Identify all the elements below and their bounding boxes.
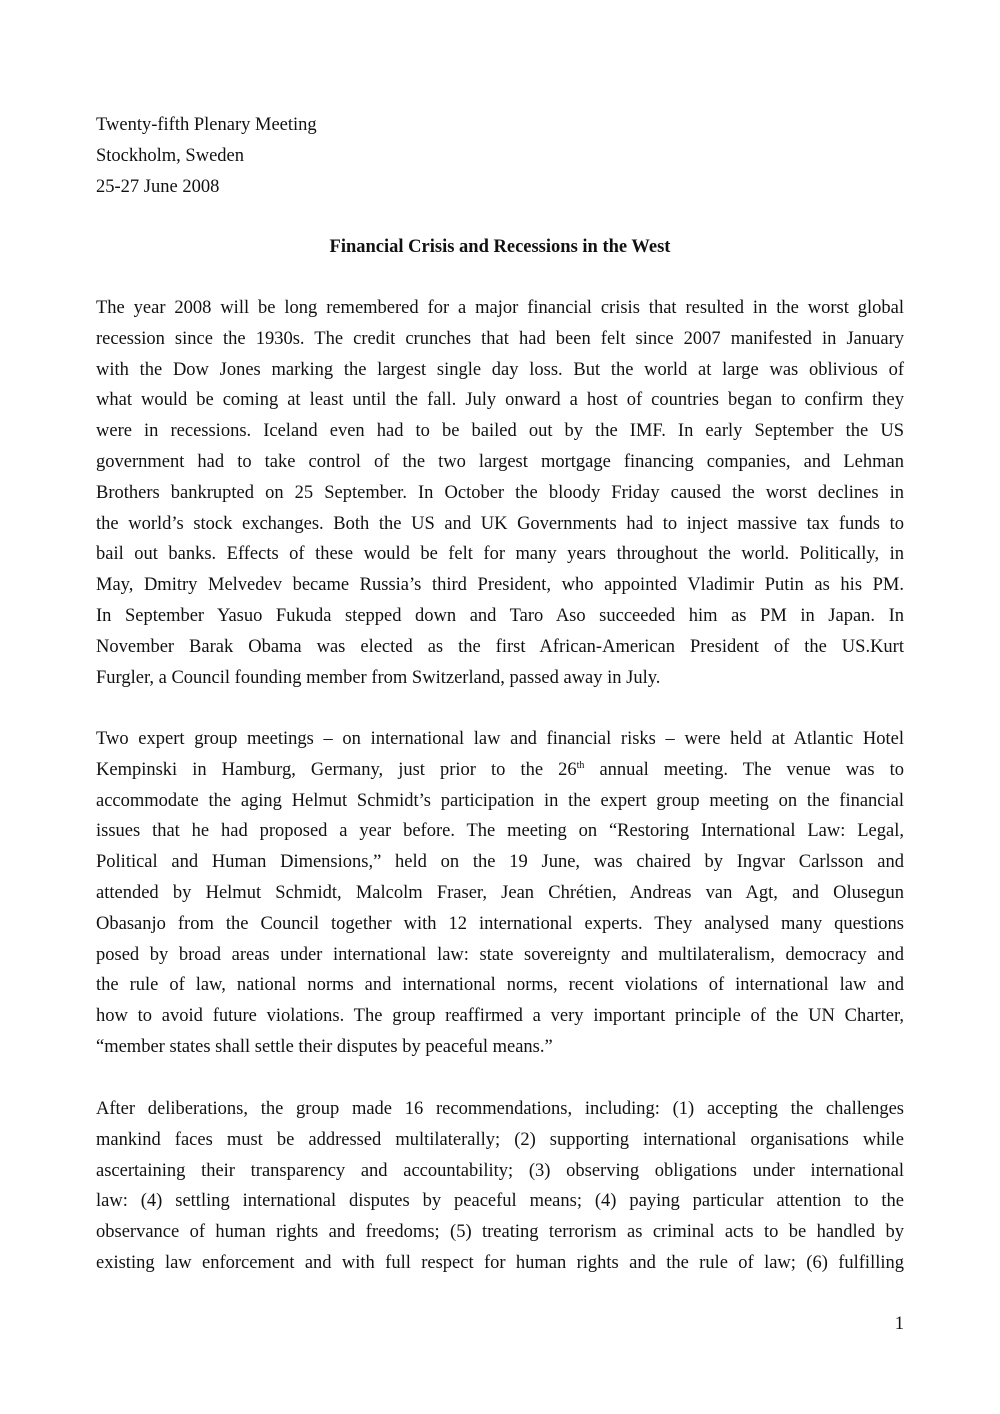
paragraph-line: The year 2008 will be long remembered for a major financial crisis that resulted in the worst global (96, 298, 904, 318)
meeting-name: Twenty-fifth Plenary Meeting (96, 115, 317, 135)
paragraph-line: existing law enforcement and with full respect for human rights and the rule of law; (6) fulfilling (96, 1252, 904, 1273)
paragraph-line: how to avoid future violations. The group reaffirmed a very important principle of the UN Charter, (96, 1006, 904, 1027)
paragraph-line: posed by broad areas under international law: state sovereignty and multilateralism, democracy and (96, 944, 904, 965)
paragraph-line: the rule of law, national norms and international norms, recent violations of international law and (96, 975, 904, 996)
paragraph-line: “member states shall settle their disputes by peaceful means.” (96, 1036, 553, 1057)
paragraph-line-with-ordinal (96, 755, 904, 786)
paragraph-line: with the Dow Jones marking the largest single day loss. But the world at large was oblivious of (96, 359, 904, 380)
paragraph-line: November Barak Obama was elected as the first African-American President of the US.Kurt (96, 636, 904, 657)
document-title: Financial Crisis and Recessions in the West (329, 237, 671, 257)
paragraph-3 (96, 1094, 904, 1279)
paragraph-line: Obasanjo from the Council together with 12 international experts. They analysed many questions (96, 913, 904, 934)
paragraph-line: recession since the 1930s. The credit crunches that had been felt since 2007 manifested in January (96, 328, 904, 349)
paragraph-line: issues that he had proposed a year before. The meeting on “Restoring International Law: Legal, (96, 821, 904, 842)
paragraph-1 (96, 293, 904, 693)
paragraph-line: ascertaining their transparency and accountability; (3) observing obligations under international (96, 1160, 904, 1181)
paragraph-line: Political and Human Dimensions,” held on the 19 June, was chaired by Ingvar Carlsson and (96, 852, 904, 873)
line-text: annual meeting. The venue was to (584, 759, 904, 780)
ordinal-suffix: th (576, 759, 585, 771)
meeting-location: Stockholm, Sweden (96, 146, 244, 166)
paragraph-line: attended by Helmut Schmidt, Malcolm Fraser, Jean Chrétien, Andreas van Agt, and Olusegun (96, 882, 904, 903)
meeting-dates: 25-27 June 2008 (96, 177, 220, 197)
paragraph-line: bail out banks. Effects of these would be felt for many years throughout the world. Politically, in (96, 544, 904, 565)
paragraph-line: In September Yasuo Fukuda stepped down and Taro Aso succeeded him as PM in Japan. In (96, 605, 904, 626)
paragraph-2 (96, 724, 904, 1063)
meeting-header (96, 110, 317, 203)
paragraph-line: Furgler, a Council founding member from Switzerland, passed away in July. (96, 667, 661, 688)
paragraph-line: what would be coming at least until the fall. July onward a host of countries began to confirm they (96, 390, 904, 411)
page-number: 1 (894, 1314, 904, 1334)
line-text: Kempinski in Hamburg, Germany, just prior to the 26 (96, 759, 577, 780)
paragraph-line: Brothers bankrupted on 25 September. In October the bloody Friday caused the worst declines in (96, 482, 904, 503)
paragraph-line: Two expert group meetings – on international law and financial risks – were held at Atlantic Hotel (96, 729, 904, 749)
paragraph-line: mankind faces must be addressed multilaterally; (2) supporting international organisations while (96, 1129, 904, 1150)
paragraph-line: accommodate the aging Helmut Schmidt’s participation in the expert group meeting on the financial (96, 790, 904, 811)
paragraph-line: After deliberations, the group made 16 recommendations, including: (1) accepting the challenges (96, 1099, 904, 1119)
paragraph-line: May, Dmitry Melvedev became Russia’s third President, who appointed Vladimir Putin as his PM. (96, 575, 904, 596)
paragraph-line: were in recessions. Iceland even had to be bailed out by the IMF. In early September the US (96, 421, 904, 442)
paragraph-line: observance of human rights and freedoms; (5) treating terrorism as criminal acts to be handled by (96, 1222, 904, 1243)
paragraph-line: government had to take control of the two largest mortgage financing companies, and Lehman (96, 451, 904, 472)
paragraph-line: law: (4) settling international disputes by peaceful means; (4) paying particular attention to the (96, 1191, 904, 1212)
paragraph-line: the world’s stock exchanges. Both the US and UK Governments had to inject massive tax funds to (96, 513, 904, 534)
